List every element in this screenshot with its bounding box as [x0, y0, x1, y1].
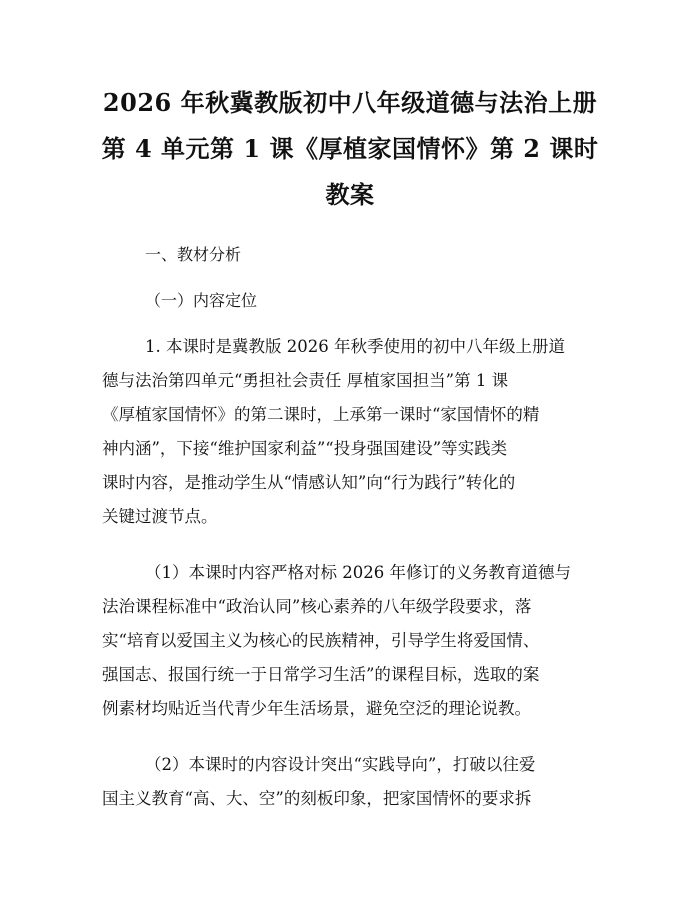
- section-heading: 一、教材分析: [145, 245, 242, 264]
- paragraph-2-line-5: 例素材均贴近当代青少年生活场景，避免空泛的理论说教。: [102, 699, 531, 718]
- subsection-heading: （一）内容定位: [145, 291, 258, 310]
- paragraph-1-line-6: 关键过渡节点。: [102, 507, 218, 526]
- paragraph-1-line-2: 德与法治第四单元“勇担社会责任 厚植家国担当”第 1 课: [102, 371, 509, 390]
- document-title-line-2: 第 4 单元第 1 课《厚植家国情怀》第 2 课时: [101, 134, 599, 163]
- paragraph-3-line-1: （2）本课时的内容设计突出“实践导向”，打破以往爱: [145, 755, 536, 774]
- document-title-line-3: 教案: [325, 180, 375, 209]
- paragraph-2-line-2: 法治课程标准中“政治认同”核心素养的八年级学段要求，落: [102, 597, 532, 616]
- paragraph-1-line-4: 神内涵”，下接“维护国家利益”“投身强国建设”等实践类: [102, 439, 508, 458]
- paragraph-2-line-3: 实“培育以爱国主义为核心的民族精神，引导学生将爱国情、: [102, 631, 540, 650]
- document-title-line-1: 2026 年秋冀教版初中八年级道德与法治上册: [102, 88, 598, 117]
- paragraph-1-line-5: 课时内容，是推动学生从“情感认知”向“行为践行”转化的: [102, 473, 516, 492]
- paragraph-2-line-4: 强国志、报国行统一于日常学习生活”的课程目标，选取的案: [102, 665, 540, 684]
- paragraph-1-line-3: 《厚植家国情怀》的第二课时，上承第一课时“家国情怀的精: [102, 405, 540, 424]
- paragraph-2-line-1: （1）本课时内容严格对标 2026 年修订的义务教育道德与: [145, 563, 571, 582]
- paragraph-1-line-1: 1. 本课时是冀教版 2026 年秋季使用的初中八年级上册道: [145, 337, 565, 356]
- paragraph-3-line-2: 国主义教育“高、大、空”的刻板印象，把家国情怀的要求拆: [102, 789, 532, 808]
